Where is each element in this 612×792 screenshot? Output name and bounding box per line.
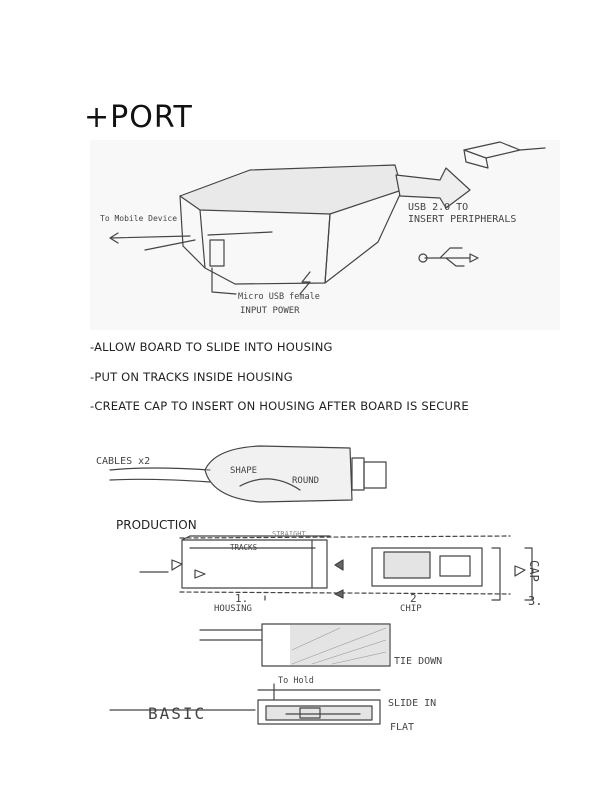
label-round: ROUND bbox=[292, 476, 320, 486]
label-tracks: TRACKS bbox=[230, 543, 258, 552]
label-num-1: 1. bbox=[235, 592, 249, 605]
note-slide-board: -ALLOW BOARD TO SLIDE INTO HOUSING bbox=[90, 340, 333, 354]
label-tie-down: TIE DOWN bbox=[394, 656, 443, 667]
tie-down-sketch bbox=[200, 624, 390, 666]
label-num-2: 2 bbox=[410, 592, 417, 605]
label-cables: CABLES x2 bbox=[96, 456, 151, 467]
label-to-mobile-device: To Mobile Device bbox=[100, 214, 178, 223]
label-input-power: INPUT POWER bbox=[240, 306, 300, 316]
label-usb-2: USB 2.0 TO bbox=[408, 202, 469, 213]
label-to-hold: To Hold bbox=[278, 676, 314, 686]
note-create-cap: -CREATE CAP TO INSERT ON HOUSING AFTER BOARD IS SECURE bbox=[90, 399, 469, 413]
page-title: +PORT bbox=[84, 100, 193, 135]
label-micro-usb: Micro USB female bbox=[238, 292, 320, 302]
label-basic: BASIC bbox=[148, 704, 207, 723]
label-flat: FLAT bbox=[390, 722, 415, 733]
production-sketch bbox=[140, 536, 532, 600]
label-shape: SHAPE bbox=[230, 466, 258, 476]
label-num-3: 3. bbox=[528, 594, 543, 608]
note-tracks: -PUT ON TRACKS INSIDE HOUSING bbox=[90, 370, 293, 384]
label-housing: HOUSING bbox=[214, 604, 252, 614]
label-cap: CAP bbox=[527, 560, 541, 582]
label-chip: CHIP bbox=[400, 604, 422, 614]
label-slide-in: SLIDE IN bbox=[388, 698, 437, 709]
label-straight: STRAIGHT bbox=[272, 530, 306, 538]
production-heading: PRODUCTION bbox=[116, 518, 197, 532]
label-insert-peripherals: INSERT PERIPHERALS bbox=[408, 214, 517, 225]
